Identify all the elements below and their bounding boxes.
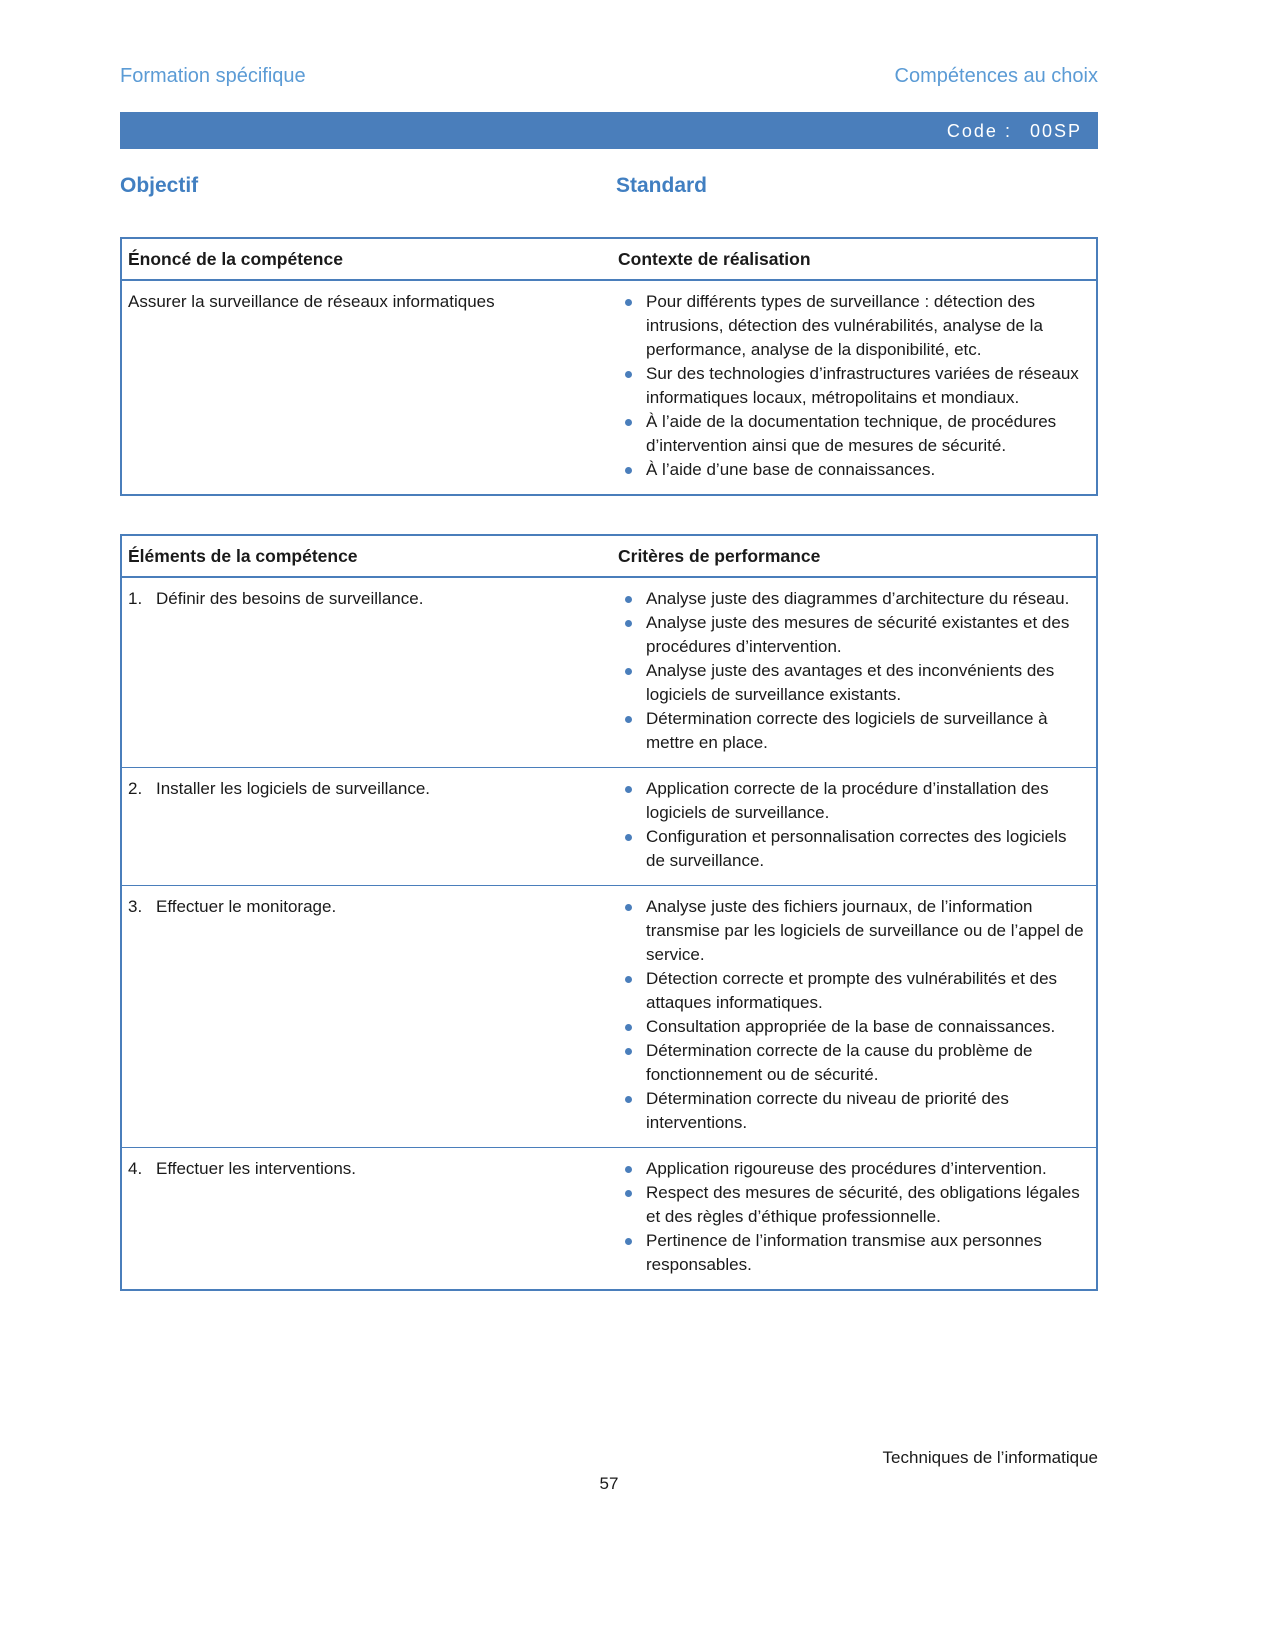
contexte-bullet-list	[618, 290, 1086, 482]
criteria-bullet-item: Application rigoureuse des procédures d’intervention.	[618, 1157, 1086, 1181]
criteria-bullet-list	[618, 777, 1086, 873]
criteria-bullet-item: Détermination correcte des logiciels de surveillance à mettre en place.	[618, 707, 1086, 755]
page-footer	[120, 1446, 1098, 1496]
page-number: 57	[599, 1474, 619, 1493]
element-label: Effectuer le monitorage.	[156, 897, 337, 916]
elements-competence-table	[120, 534, 1098, 1291]
criteria-bullet-item: Analyse juste des fichiers journaux, de l’information transmise par les logiciels de surveillance ou de l’appel de service.	[618, 895, 1086, 967]
contexte-bullet-item: Pour différents types de surveillance : détection des intrusions, détection des vulnérabilités, analyse de la performance, analyse de la disponibilité, etc.	[618, 290, 1086, 362]
section-titles-row	[120, 173, 1098, 199]
criteres-column-header: Critères de performance	[618, 546, 821, 566]
criteria-bullet-item: Analyse juste des mesures de sécurité existantes et des procédures d’intervention.	[618, 611, 1086, 659]
criteria-bullet-item: Configuration et personnalisation correctes des logiciels de surveillance.	[618, 825, 1086, 873]
element-number: 3.	[128, 897, 143, 916]
code-label: Code :	[946, 120, 1012, 141]
element-label: Effectuer les interventions.	[156, 1159, 357, 1178]
criteria-cell	[616, 578, 1096, 767]
criteria-bullet-list	[618, 895, 1086, 1135]
code-banner	[120, 112, 1098, 149]
criteria-bullet-item: Consultation appropriée de la base de connaissances.	[618, 1015, 1086, 1039]
contexte-bullet-item: À l’aide de la documentation technique, de procédures d’intervention ainsi que de mesures de sécurité.	[618, 410, 1086, 458]
contexte-bullet-item: À l’aide d’une base de connaissances.	[618, 458, 1086, 482]
criteria-bullet-list	[618, 1157, 1086, 1277]
element-cell	[122, 886, 616, 1147]
criteria-bullet-item: Détection correcte et prompte des vulnérabilités et des attaques informatiques.	[618, 967, 1086, 1015]
standard-heading: Standard	[616, 174, 708, 197]
contexte-bullet-item: Sur des technologies d’infrastructures variées de réseaux informatiques locaux, métropolitains et mondiaux.	[618, 362, 1086, 410]
element-cell	[122, 578, 616, 767]
elements-column-header: Éléments de la compétence	[128, 546, 358, 566]
elements-table-header-row	[122, 536, 1096, 578]
criteria-bullet-item: Analyse juste des avantages et des inconvénients des logiciels de surveillance existants.	[618, 659, 1086, 707]
contexte-column-header: Contexte de réalisation	[618, 249, 811, 269]
running-header	[120, 64, 1098, 88]
enonce-column-header: Énoncé de la compétence	[128, 249, 343, 269]
criteria-cell	[616, 886, 1096, 1147]
element-row	[122, 1147, 1096, 1289]
element-cell	[122, 1148, 616, 1289]
criteria-bullet-item: Détermination correcte du niveau de priorité des interventions.	[618, 1087, 1086, 1135]
elements-rows	[122, 578, 1096, 1289]
element-number: 1.	[128, 589, 143, 608]
criteria-bullet-item: Application correcte de la procédure d’installation des logiciels de surveillance.	[618, 777, 1086, 825]
element-row	[122, 885, 1096, 1147]
enonce-competence-table	[120, 237, 1098, 496]
code-value: 00SP	[1029, 120, 1082, 141]
competence-statement: Assurer la surveillance de réseaux informatiques	[128, 292, 495, 311]
objectif-heading: Objectif	[120, 174, 199, 197]
criteria-bullet-item: Respect des mesures de sécurité, des obligations légales et des règles d’éthique professionnelle.	[618, 1181, 1086, 1229]
enonce-table-body-row	[122, 281, 1096, 494]
criteria-bullet-list	[618, 587, 1086, 755]
criteria-cell	[616, 1148, 1096, 1289]
criteria-bullet-item: Pertinence de l’information transmise aux personnes responsables.	[618, 1229, 1086, 1277]
header-right-label: Compétences au choix	[894, 65, 1098, 87]
element-number: 4.	[128, 1159, 143, 1178]
criteria-bullet-item: Détermination correcte de la cause du problème de fonctionnement ou de sécurité.	[618, 1039, 1086, 1087]
element-number: 2.	[128, 779, 143, 798]
criteria-bullet-item: Analyse juste des diagrammes d’architecture du réseau.	[618, 587, 1086, 611]
enonce-table-header-row	[122, 239, 1096, 281]
contexte-cell	[616, 281, 1096, 494]
element-row	[122, 767, 1096, 885]
element-cell	[122, 768, 616, 885]
header-left-label: Formation spécifique	[120, 65, 306, 87]
element-label: Définir des besoins de surveillance.	[156, 589, 424, 608]
footer-program-label: Techniques de l’informatique	[882, 1448, 1098, 1467]
element-label: Installer les logiciels de surveillance.	[156, 779, 431, 798]
criteria-cell	[616, 768, 1096, 885]
element-row	[122, 578, 1096, 767]
